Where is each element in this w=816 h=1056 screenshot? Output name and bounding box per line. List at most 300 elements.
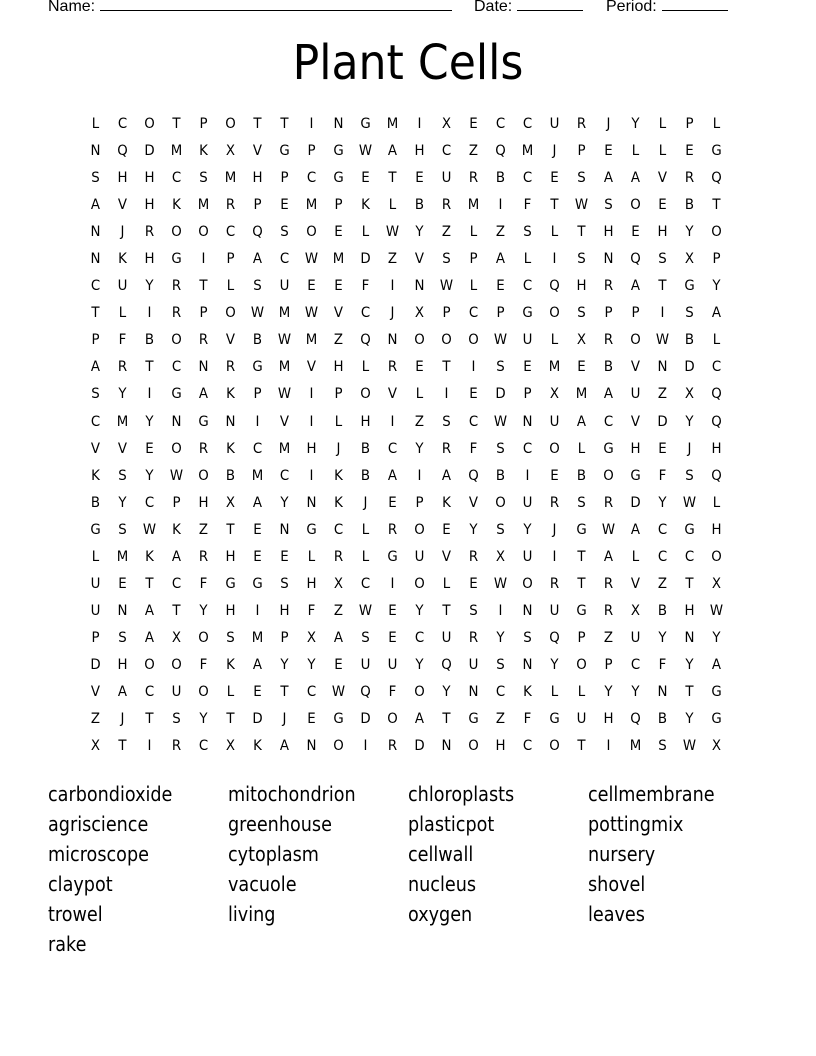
- grid-letter[interactable]: D: [657, 413, 668, 430]
- grid-letter[interactable]: Y: [415, 440, 424, 457]
- grid-letter[interactable]: T: [145, 575, 154, 592]
- grid-letter[interactable]: W: [304, 251, 319, 268]
- grid-letter[interactable]: Y: [145, 278, 154, 295]
- grid-letter[interactable]: Y: [631, 683, 640, 700]
- grid-letter[interactable]: R: [198, 548, 209, 565]
- grid-letter[interactable]: Z: [414, 413, 425, 430]
- grid-letter[interactable]: I: [606, 738, 611, 755]
- grid-letter[interactable]: Y: [550, 656, 559, 673]
- name-blank-line[interactable]: [100, 0, 452, 11]
- grid-letter[interactable]: O: [468, 738, 479, 755]
- grid-letter[interactable]: A: [603, 386, 614, 403]
- grid-letter[interactable]: N: [603, 251, 614, 268]
- grid-letter[interactable]: Y: [712, 629, 721, 646]
- grid-letter[interactable]: V: [252, 143, 263, 160]
- grid-letter[interactable]: Q: [252, 224, 263, 241]
- grid-letter[interactable]: L: [361, 359, 370, 376]
- grid-letter[interactable]: Y: [523, 521, 532, 538]
- grid-letter[interactable]: R: [549, 575, 560, 592]
- grid-letter[interactable]: L: [712, 116, 721, 132]
- grid-letter[interactable]: W: [601, 521, 616, 538]
- grid-letter[interactable]: C: [495, 116, 506, 132]
- grid-letter[interactable]: C: [522, 440, 533, 457]
- grid-letter[interactable]: C: [441, 143, 452, 160]
- grid-letter[interactable]: T: [550, 197, 559, 214]
- grid-letter[interactable]: E: [361, 170, 370, 187]
- grid-letter[interactable]: Q: [711, 413, 722, 430]
- grid-letter[interactable]: N: [522, 602, 533, 619]
- grid-letter[interactable]: P: [631, 305, 640, 322]
- grid-letter[interactable]: O: [360, 386, 371, 403]
- grid-letter[interactable]: P: [199, 305, 208, 322]
- grid-letter[interactable]: H: [630, 440, 641, 457]
- grid-letter[interactable]: M: [305, 332, 318, 349]
- grid-letter[interactable]: L: [361, 521, 370, 538]
- grid-letter[interactable]: N: [306, 494, 317, 511]
- grid-letter[interactable]: G: [603, 440, 614, 457]
- grid-letter[interactable]: D: [252, 711, 263, 728]
- grid-letter[interactable]: Y: [307, 656, 316, 673]
- grid-letter[interactable]: X: [549, 386, 560, 403]
- grid-letter[interactable]: A: [90, 197, 101, 214]
- grid-letter[interactable]: L: [118, 305, 127, 322]
- grid-letter[interactable]: K: [226, 386, 235, 403]
- grid-letter[interactable]: A: [414, 711, 425, 728]
- grid-letter[interactable]: M: [548, 359, 561, 376]
- grid-letter[interactable]: R: [387, 521, 398, 538]
- grid-letter[interactable]: Y: [415, 602, 424, 619]
- grid-letter[interactable]: C: [522, 116, 533, 132]
- grid-letter[interactable]: Z: [90, 711, 101, 728]
- date-field[interactable]: [474, 0, 583, 17]
- grid-letter[interactable]: Y: [685, 656, 694, 673]
- grid-letter[interactable]: K: [145, 548, 154, 565]
- grid-letter[interactable]: R: [441, 197, 452, 214]
- grid-letter[interactable]: I: [147, 738, 152, 755]
- grid-letter[interactable]: E: [415, 359, 424, 376]
- grid-letter[interactable]: V: [387, 386, 398, 403]
- grid-letter[interactable]: S: [523, 629, 532, 646]
- grid-letter[interactable]: C: [360, 575, 371, 592]
- grid-letter[interactable]: E: [550, 170, 559, 187]
- grid-letter[interactable]: U: [279, 278, 290, 295]
- grid-letter[interactable]: U: [387, 656, 398, 673]
- grid-letter[interactable]: S: [172, 711, 181, 728]
- period-blank-line[interactable]: [662, 0, 728, 11]
- grid-letter[interactable]: Q: [549, 278, 560, 295]
- grid-letter[interactable]: P: [253, 197, 262, 214]
- grid-letter[interactable]: C: [225, 224, 236, 241]
- grid-letter[interactable]: B: [576, 467, 587, 484]
- grid-letter[interactable]: S: [685, 305, 694, 322]
- grid-letter[interactable]: S: [496, 440, 505, 457]
- grid-letter[interactable]: H: [684, 602, 695, 619]
- grid-letter[interactable]: H: [603, 224, 614, 241]
- grid-letter[interactable]: H: [198, 494, 209, 511]
- grid-letter[interactable]: R: [171, 278, 182, 295]
- grid-letter[interactable]: C: [603, 413, 614, 430]
- grid-letter[interactable]: S: [280, 575, 289, 592]
- grid-letter[interactable]: T: [712, 197, 721, 214]
- grid-letter[interactable]: U: [549, 116, 560, 132]
- grid-letter[interactable]: M: [170, 143, 183, 160]
- grid-letter[interactable]: U: [576, 711, 587, 728]
- grid-letter[interactable]: N: [684, 629, 695, 646]
- grid-letter[interactable]: I: [471, 359, 476, 376]
- grid-letter[interactable]: A: [387, 467, 398, 484]
- grid-letter[interactable]: W: [709, 602, 724, 619]
- grid-letter[interactable]: C: [684, 548, 695, 565]
- grid-letter[interactable]: Y: [685, 224, 694, 241]
- grid-letter[interactable]: B: [657, 711, 668, 728]
- grid-letter[interactable]: E: [442, 521, 451, 538]
- grid-letter[interactable]: D: [495, 386, 506, 403]
- grid-letter[interactable]: V: [630, 359, 641, 376]
- grid-letter[interactable]: W: [655, 332, 670, 349]
- grid-letter[interactable]: Y: [712, 278, 721, 295]
- grid-letter[interactable]: O: [198, 683, 209, 700]
- grid-letter[interactable]: B: [252, 332, 263, 349]
- grid-letter[interactable]: X: [333, 575, 344, 592]
- grid-letter[interactable]: M: [575, 386, 588, 403]
- grid-letter[interactable]: O: [549, 305, 560, 322]
- grid-letter[interactable]: V: [117, 197, 128, 214]
- grid-letter[interactable]: Q: [711, 467, 722, 484]
- grid-letter[interactable]: V: [630, 575, 641, 592]
- grid-letter[interactable]: Z: [333, 332, 344, 349]
- grid-letter[interactable]: I: [147, 386, 152, 403]
- grid-letter[interactable]: E: [415, 170, 424, 187]
- grid-letter[interactable]: T: [685, 683, 694, 700]
- grid-letter[interactable]: C: [333, 521, 344, 538]
- grid-letter[interactable]: H: [144, 170, 155, 187]
- grid-letter[interactable]: O: [144, 116, 155, 132]
- grid-letter[interactable]: L: [469, 224, 478, 241]
- grid-letter[interactable]: G: [279, 143, 290, 160]
- grid-letter[interactable]: R: [441, 440, 452, 457]
- grid-letter[interactable]: R: [387, 738, 398, 755]
- grid-letter[interactable]: O: [549, 440, 560, 457]
- grid-letter[interactable]: F: [469, 440, 478, 457]
- grid-letter[interactable]: A: [252, 251, 263, 268]
- grid-letter[interactable]: S: [253, 278, 262, 295]
- grid-letter[interactable]: P: [199, 116, 208, 132]
- grid-letter[interactable]: S: [685, 467, 694, 484]
- grid-letter[interactable]: N: [279, 521, 290, 538]
- grid-letter[interactable]: U: [414, 548, 425, 565]
- grid-letter[interactable]: O: [171, 332, 182, 349]
- grid-letter[interactable]: W: [277, 332, 292, 349]
- grid-letter[interactable]: A: [630, 170, 641, 187]
- grid-letter[interactable]: U: [522, 494, 533, 511]
- grid-letter[interactable]: Y: [145, 413, 154, 430]
- grid-letter[interactable]: U: [360, 656, 371, 673]
- grid-letter[interactable]: E: [307, 278, 316, 295]
- grid-letter[interactable]: M: [278, 440, 291, 457]
- grid-letter[interactable]: O: [468, 332, 479, 349]
- grid-letter[interactable]: O: [414, 521, 425, 538]
- grid-letter[interactable]: F: [361, 278, 370, 295]
- grid-letter[interactable]: G: [90, 521, 101, 538]
- grid-letter[interactable]: C: [171, 575, 182, 592]
- grid-letter[interactable]: F: [388, 683, 397, 700]
- grid-letter[interactable]: X: [171, 629, 182, 646]
- grid-letter[interactable]: H: [711, 440, 722, 457]
- grid-letter[interactable]: Q: [711, 170, 722, 187]
- grid-letter[interactable]: Y: [118, 494, 127, 511]
- grid-letter[interactable]: I: [417, 116, 422, 132]
- grid-letter[interactable]: V: [657, 170, 668, 187]
- grid-letter[interactable]: F: [658, 467, 667, 484]
- grid-letter[interactable]: U: [171, 683, 182, 700]
- grid-letter[interactable]: F: [658, 656, 667, 673]
- grid-letter[interactable]: O: [171, 224, 182, 241]
- grid-letter[interactable]: O: [711, 548, 722, 565]
- grid-letter[interactable]: S: [199, 170, 208, 187]
- grid-letter[interactable]: V: [90, 683, 101, 700]
- grid-letter[interactable]: W: [439, 278, 454, 295]
- grid-letter[interactable]: Y: [415, 224, 424, 241]
- grid-letter[interactable]: J: [552, 521, 557, 538]
- grid-letter[interactable]: H: [144, 251, 155, 268]
- grid-letter[interactable]: P: [577, 143, 586, 160]
- grid-letter[interactable]: E: [577, 359, 586, 376]
- grid-letter[interactable]: W: [169, 467, 184, 484]
- grid-letter[interactable]: H: [306, 575, 317, 592]
- grid-letter[interactable]: W: [358, 143, 373, 160]
- grid-letter[interactable]: L: [577, 683, 586, 700]
- grid-letter[interactable]: L: [91, 116, 100, 132]
- grid-letter[interactable]: Z: [657, 575, 668, 592]
- grid-letter[interactable]: C: [279, 251, 290, 268]
- grid-letter[interactable]: L: [577, 440, 586, 457]
- grid-letter[interactable]: I: [525, 467, 530, 484]
- grid-letter[interactable]: Y: [496, 629, 505, 646]
- grid-letter[interactable]: T: [145, 711, 154, 728]
- grid-letter[interactable]: M: [197, 197, 210, 214]
- grid-letter[interactable]: V: [90, 440, 101, 457]
- grid-letter[interactable]: W: [493, 413, 508, 430]
- grid-letter[interactable]: S: [442, 413, 451, 430]
- grid-letter[interactable]: G: [387, 548, 398, 565]
- grid-letter[interactable]: N: [441, 738, 452, 755]
- grid-letter[interactable]: A: [387, 143, 398, 160]
- grid-letter[interactable]: A: [171, 548, 182, 565]
- grid-letter[interactable]: C: [360, 305, 371, 322]
- grid-letter[interactable]: U: [441, 629, 452, 646]
- grid-letter[interactable]: N: [387, 332, 398, 349]
- grid-letter[interactable]: E: [334, 224, 343, 241]
- grid-letter[interactable]: H: [306, 440, 317, 457]
- grid-letter[interactable]: N: [522, 656, 533, 673]
- grid-letter[interactable]: L: [712, 494, 721, 511]
- grid-letter[interactable]: K: [226, 656, 235, 673]
- name-field[interactable]: [48, 0, 452, 17]
- grid-letter[interactable]: U: [630, 386, 641, 403]
- grid-letter[interactable]: L: [550, 332, 559, 349]
- grid-letter[interactable]: Y: [658, 629, 667, 646]
- grid-letter[interactable]: W: [358, 602, 373, 619]
- grid-letter[interactable]: E: [388, 602, 397, 619]
- grid-letter[interactable]: E: [658, 440, 667, 457]
- grid-letter[interactable]: L: [361, 548, 370, 565]
- grid-letter[interactable]: Q: [711, 386, 722, 403]
- grid-letter[interactable]: K: [442, 494, 451, 511]
- grid-letter[interactable]: Y: [469, 521, 478, 538]
- grid-letter[interactable]: S: [604, 197, 613, 214]
- grid-letter[interactable]: M: [251, 467, 264, 484]
- grid-letter[interactable]: P: [685, 116, 694, 132]
- grid-letter[interactable]: F: [118, 332, 127, 349]
- grid-letter[interactable]: R: [603, 494, 614, 511]
- grid-letter[interactable]: T: [280, 683, 289, 700]
- grid-letter[interactable]: D: [684, 359, 695, 376]
- grid-letter[interactable]: E: [253, 683, 262, 700]
- grid-letter[interactable]: E: [388, 494, 397, 511]
- grid-letter[interactable]: S: [577, 251, 586, 268]
- grid-letter[interactable]: A: [603, 170, 614, 187]
- grid-letter[interactable]: D: [414, 738, 425, 755]
- grid-letter[interactable]: M: [278, 305, 291, 322]
- grid-letter[interactable]: H: [225, 548, 236, 565]
- grid-letter[interactable]: O: [630, 332, 641, 349]
- grid-letter[interactable]: O: [387, 711, 398, 728]
- grid-letter[interactable]: H: [576, 278, 587, 295]
- grid-letter[interactable]: L: [658, 143, 667, 160]
- grid-letter[interactable]: B: [360, 440, 371, 457]
- grid-letter[interactable]: K: [172, 521, 181, 538]
- grid-letter[interactable]: S: [523, 224, 532, 241]
- grid-letter[interactable]: J: [120, 711, 125, 728]
- grid-letter[interactable]: X: [90, 738, 101, 755]
- grid-letter[interactable]: L: [91, 548, 100, 565]
- grid-letter[interactable]: M: [251, 629, 264, 646]
- grid-letter[interactable]: Y: [415, 656, 424, 673]
- grid-letter[interactable]: N: [90, 143, 101, 160]
- grid-letter[interactable]: C: [468, 413, 479, 430]
- grid-letter[interactable]: G: [576, 602, 587, 619]
- grid-letter[interactable]: G: [360, 116, 371, 132]
- grid-letter[interactable]: C: [171, 170, 182, 187]
- grid-letter[interactable]: C: [171, 359, 182, 376]
- grid-letter[interactable]: L: [523, 251, 532, 268]
- grid-letter[interactable]: L: [550, 224, 559, 241]
- grid-letter[interactable]: D: [360, 251, 371, 268]
- grid-letter[interactable]: P: [523, 386, 532, 403]
- grid-letter[interactable]: T: [280, 116, 289, 132]
- grid-letter[interactable]: U: [630, 629, 641, 646]
- grid-letter[interactable]: N: [90, 224, 101, 241]
- grid-letter[interactable]: I: [363, 738, 368, 755]
- grid-letter[interactable]: G: [198, 413, 209, 430]
- grid-letter[interactable]: N: [117, 602, 128, 619]
- grid-letter[interactable]: Q: [468, 467, 479, 484]
- grid-letter[interactable]: P: [280, 170, 289, 187]
- grid-letter[interactable]: M: [116, 413, 129, 430]
- grid-letter[interactable]: Z: [495, 711, 506, 728]
- grid-letter[interactable]: L: [415, 386, 424, 403]
- grid-letter[interactable]: P: [469, 251, 478, 268]
- grid-letter[interactable]: S: [469, 602, 478, 619]
- grid-letter[interactable]: S: [226, 629, 235, 646]
- grid-letter[interactable]: L: [307, 548, 316, 565]
- grid-letter[interactable]: R: [225, 359, 236, 376]
- grid-letter[interactable]: C: [252, 440, 263, 457]
- grid-letter[interactable]: T: [685, 575, 694, 592]
- grid-letter[interactable]: E: [550, 467, 559, 484]
- grid-letter[interactable]: E: [523, 359, 532, 376]
- grid-letter[interactable]: Q: [549, 629, 560, 646]
- grid-letter[interactable]: V: [225, 332, 236, 349]
- grid-letter[interactable]: L: [631, 548, 640, 565]
- grid-letter[interactable]: R: [468, 629, 479, 646]
- grid-letter[interactable]: T: [442, 711, 451, 728]
- grid-letter[interactable]: W: [277, 386, 292, 403]
- grid-letter[interactable]: Z: [495, 224, 506, 241]
- grid-letter[interactable]: P: [496, 305, 505, 322]
- grid-letter[interactable]: O: [225, 305, 236, 322]
- grid-letter[interactable]: E: [334, 278, 343, 295]
- grid-letter[interactable]: G: [333, 143, 344, 160]
- grid-letter[interactable]: O: [171, 440, 182, 457]
- grid-letter[interactable]: Q: [360, 683, 371, 700]
- grid-letter[interactable]: H: [225, 602, 236, 619]
- grid-letter[interactable]: E: [253, 521, 262, 538]
- grid-letter[interactable]: A: [144, 629, 155, 646]
- grid-letter[interactable]: W: [250, 305, 265, 322]
- grid-letter[interactable]: T: [172, 602, 181, 619]
- grid-letter[interactable]: G: [576, 521, 587, 538]
- grid-letter[interactable]: H: [279, 602, 290, 619]
- grid-letter[interactable]: S: [577, 305, 586, 322]
- grid-letter[interactable]: S: [496, 521, 505, 538]
- grid-letter[interactable]: I: [390, 575, 395, 592]
- grid-letter[interactable]: C: [657, 521, 668, 538]
- grid-letter[interactable]: Z: [387, 251, 398, 268]
- grid-letter[interactable]: X: [495, 548, 506, 565]
- grid-letter[interactable]: N: [306, 738, 317, 755]
- grid-letter[interactable]: A: [144, 602, 155, 619]
- grid-letter[interactable]: I: [444, 386, 449, 403]
- grid-letter[interactable]: E: [631, 224, 640, 241]
- grid-letter[interactable]: I: [255, 602, 260, 619]
- grid-letter[interactable]: M: [332, 251, 345, 268]
- grid-letter[interactable]: M: [521, 143, 534, 160]
- grid-letter[interactable]: E: [469, 116, 478, 132]
- grid-letter[interactable]: E: [280, 197, 289, 214]
- grid-letter[interactable]: L: [712, 332, 721, 349]
- grid-letter[interactable]: Q: [441, 656, 452, 673]
- grid-letter[interactable]: M: [386, 116, 399, 132]
- grid-letter[interactable]: G: [684, 521, 695, 538]
- grid-letter[interactable]: Z: [657, 386, 668, 403]
- grid-letter[interactable]: S: [280, 224, 289, 241]
- grid-letter[interactable]: A: [630, 521, 641, 538]
- grid-letter[interactable]: Z: [441, 224, 452, 241]
- grid-letter[interactable]: A: [90, 359, 101, 376]
- grid-letter[interactable]: L: [361, 224, 370, 241]
- grid-letter[interactable]: F: [523, 197, 532, 214]
- grid-letter[interactable]: S: [442, 251, 451, 268]
- grid-letter[interactable]: N: [522, 413, 533, 430]
- grid-letter[interactable]: Y: [118, 386, 127, 403]
- grid-letter[interactable]: H: [360, 413, 371, 430]
- grid-letter[interactable]: G: [630, 467, 641, 484]
- grid-letter[interactable]: K: [334, 494, 343, 511]
- grid-letter[interactable]: B: [360, 467, 371, 484]
- grid-letter[interactable]: B: [684, 197, 695, 214]
- grid-letter[interactable]: C: [279, 467, 290, 484]
